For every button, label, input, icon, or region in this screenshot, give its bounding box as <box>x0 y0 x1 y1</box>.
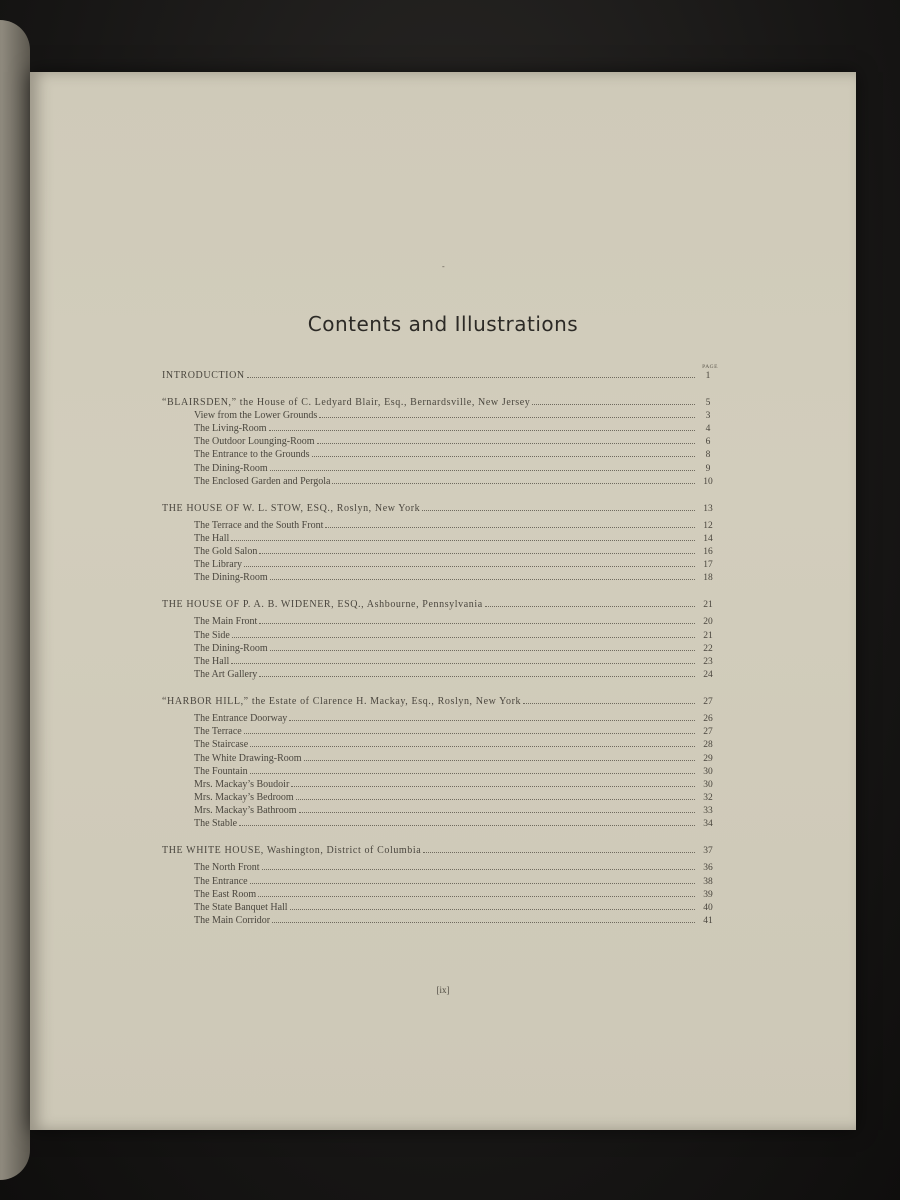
illustration-page-number: 21 <box>703 630 713 641</box>
dot-leader <box>247 377 695 378</box>
illustration-page-number: 26 <box>703 713 713 724</box>
toc-illustration-entry <box>162 778 717 791</box>
dot-leader <box>231 663 695 664</box>
illustration-title: View from the Lower Grounds <box>194 409 318 421</box>
toc-illustration-entry <box>162 642 717 655</box>
section-page-number: 37 <box>703 846 713 857</box>
toc-section-heading <box>162 695 717 708</box>
toc-section-heading <box>162 844 717 857</box>
dot-leader <box>239 825 695 826</box>
illustration-title: The Dining-Room <box>194 642 268 654</box>
illustration-title: The Hall <box>194 532 230 544</box>
section-page-number: 21 <box>703 600 713 611</box>
toc-illustration-entry <box>162 804 717 817</box>
illustration-title: The State Banquet Hall <box>194 901 288 913</box>
illustration-title: The Side <box>194 629 230 641</box>
page-column-label: PAGE <box>702 364 718 370</box>
toc-section <box>162 369 717 382</box>
toc-illustration-entry <box>162 629 717 642</box>
illustration-title: The Staircase <box>194 739 249 751</box>
dot-leader <box>532 404 695 405</box>
section-page-number: 27 <box>703 696 713 707</box>
dot-leader <box>270 470 695 471</box>
illustration-page-number: 17 <box>703 560 713 571</box>
book-back-cover-edge <box>0 20 30 1180</box>
illustration-title: The Main Corridor <box>194 915 271 927</box>
illustration-page-number: 30 <box>703 766 713 777</box>
toc-illustration-entry <box>162 817 717 830</box>
section-heading-text: THE WHITE HOUSE, Washington, District of Columbia <box>162 845 422 857</box>
dot-leader <box>422 510 695 511</box>
illustration-title: The Library <box>194 559 243 571</box>
illustration-page-number: 12 <box>703 520 713 531</box>
dot-leader <box>244 733 695 734</box>
dot-leader <box>304 760 695 761</box>
section-heading-text: THE HOUSE OF W. L. STOW, ESQ., Roslyn, New York <box>162 502 421 514</box>
dot-leader <box>325 527 695 528</box>
dot-leader <box>289 720 695 721</box>
section-gap <box>162 585 717 599</box>
dot-leader <box>296 799 695 800</box>
illustration-page-number: 14 <box>703 533 713 544</box>
toc-illustration-entry <box>162 409 717 422</box>
illustration-page-number: 39 <box>703 889 713 900</box>
illustration-page-number: 41 <box>703 916 713 927</box>
dot-leader <box>317 443 695 444</box>
toc-illustration-entry <box>162 475 717 488</box>
illustration-page-number: 8 <box>705 450 711 461</box>
section-gap <box>162 831 717 845</box>
toc-illustration-entry <box>162 448 717 461</box>
illustration-page-number: 34 <box>703 819 713 830</box>
illustration-title: The Dining-Room <box>194 462 268 474</box>
illustration-page-number: 33 <box>703 806 713 817</box>
illustration-page-number: 30 <box>703 779 713 790</box>
illustration-title: The Terrace and the South Front <box>194 519 324 531</box>
illustration-title: The Stable <box>194 818 238 830</box>
toc-section <box>162 502 717 585</box>
illustration-title: The White Drawing-Room <box>194 752 302 764</box>
toc-illustration-entry <box>162 752 717 765</box>
toc-illustration-entry <box>162 615 717 628</box>
illustration-title: Mrs. Mackay’s Boudoir <box>194 778 290 790</box>
dot-leader <box>272 922 695 923</box>
toc-illustration-entry <box>162 901 717 914</box>
toc-section <box>162 396 717 488</box>
ornament-mark: - <box>442 262 445 271</box>
toc-illustration-entry <box>162 532 717 545</box>
illustration-page-number: 36 <box>703 863 713 874</box>
dot-leader <box>270 579 695 580</box>
section-heading-text: “HARBOR HILL,” the Estate of Clarence H. Mackay, Esq., Roslyn, New York <box>162 695 522 707</box>
illustration-page-number: 6 <box>705 437 711 448</box>
illustration-page-number: 9 <box>705 463 711 474</box>
section-page-number: 13 <box>703 503 713 514</box>
section-page-number: 1 <box>705 371 711 381</box>
dot-leader <box>250 883 695 884</box>
illustration-page-number: 24 <box>703 670 713 681</box>
illustration-title: The Fountain <box>194 765 248 777</box>
dot-leader <box>259 623 695 624</box>
illustration-title: The Art Gallery <box>194 669 258 681</box>
section-page-number: 5 <box>705 397 711 408</box>
dot-leader <box>259 553 695 554</box>
illustration-page-number: 29 <box>703 753 713 764</box>
table-of-contents <box>162 369 717 927</box>
dot-leader <box>250 773 695 774</box>
illustration-title: Mrs. Mackay’s Bathroom <box>194 805 297 817</box>
illustration-page-number: 20 <box>703 617 713 628</box>
dot-leader <box>319 417 695 418</box>
section-gap <box>162 382 717 396</box>
illustration-title: The Entrance Doorway <box>194 712 288 724</box>
dot-leader <box>269 430 696 431</box>
section-gap <box>162 681 717 695</box>
page-title: Contents and Illustrations <box>307 312 579 336</box>
illustration-page-number: 32 <box>703 793 713 804</box>
dot-leader <box>259 676 695 677</box>
illustration-page-number: 27 <box>703 727 713 738</box>
dot-leader <box>523 703 695 704</box>
illustration-page-number: 3 <box>705 410 711 421</box>
toc-illustration-entry <box>162 545 717 558</box>
toc-illustration-entry <box>162 791 717 804</box>
toc-illustration-entry <box>162 558 717 571</box>
toc-illustration-entry <box>162 668 717 681</box>
illustration-title: Mrs. Mackay’s Bedroom <box>194 792 294 804</box>
illustration-title: The Outdoor Lounging-Room <box>194 436 315 448</box>
toc-section-heading <box>162 502 717 515</box>
toc-illustration-entry <box>162 738 717 751</box>
dot-leader <box>485 606 695 607</box>
toc-section <box>162 695 717 831</box>
toc-illustration-entry <box>162 712 717 725</box>
illustration-page-number: 22 <box>703 643 713 654</box>
dot-leader <box>258 896 695 897</box>
toc-section-heading <box>162 598 717 611</box>
illustration-title: The Entrance to the Grounds <box>194 449 310 461</box>
section-gap <box>162 488 717 502</box>
toc-illustration-entry <box>162 875 717 888</box>
illustration-title: The Living-Room <box>194 423 267 435</box>
illustration-title: The Terrace <box>194 726 242 738</box>
illustration-title: The Main Front <box>194 616 258 628</box>
illustration-title: The Dining-Room <box>194 572 268 584</box>
dot-leader <box>291 786 695 787</box>
illustration-page-number: 16 <box>703 547 713 558</box>
toc-illustration-entry <box>162 571 717 584</box>
toc-section <box>162 598 717 681</box>
toc-illustration-entry <box>162 888 717 901</box>
section-heading-text: THE HOUSE OF P. A. B. WIDENER, ESQ., Ashbourne, Pennsylvania <box>162 599 483 611</box>
illustration-title: The Gold Salon <box>194 546 258 558</box>
dot-leader <box>244 566 695 567</box>
dot-leader <box>423 852 695 853</box>
dot-leader <box>262 869 695 870</box>
dot-leader <box>332 483 695 484</box>
toc-section <box>162 844 717 927</box>
dot-leader <box>299 812 696 813</box>
illustration-page-number: 10 <box>703 476 713 487</box>
illustration-page-number: 18 <box>703 573 713 584</box>
illustration-page-number: 40 <box>703 902 713 913</box>
toc-illustration-entry <box>162 435 717 448</box>
toc-illustration-entry <box>162 519 717 532</box>
dot-leader <box>250 746 695 747</box>
dot-leader <box>270 650 695 651</box>
illustration-page-number: 4 <box>705 424 711 435</box>
toc-illustration-entry <box>162 462 717 475</box>
dot-leader <box>312 456 695 457</box>
toc-illustration-entry <box>162 914 717 927</box>
dot-leader <box>231 540 695 541</box>
dot-leader <box>232 637 695 638</box>
illustration-page-number: 28 <box>703 740 713 751</box>
illustration-title: The Enclosed Garden and Pergola <box>194 475 331 487</box>
illustration-title: The Hall <box>194 655 230 667</box>
illustration-title: The Entrance <box>194 875 248 887</box>
toc-illustration-entry <box>162 765 717 778</box>
section-heading-text: INTRODUCTION <box>162 370 245 381</box>
illustration-title: The North Front <box>194 862 260 874</box>
dot-leader <box>290 909 695 910</box>
toc-illustration-entry <box>162 422 717 435</box>
illustration-page-number: 38 <box>703 876 713 887</box>
toc-illustration-entry <box>162 861 717 874</box>
page-folio: [ix] <box>436 985 450 995</box>
toc-illustration-entry <box>162 655 717 668</box>
toc-illustration-entry <box>162 725 717 738</box>
illustration-page-number: 23 <box>703 656 713 667</box>
book-page <box>30 72 856 1130</box>
section-heading-text: “BLAIRSDEN,” the House of C. Ledyard Blair, Esq., Bernardsville, New Jersey <box>162 396 531 408</box>
illustration-title: The East Room <box>194 888 257 900</box>
toc-section-heading <box>162 369 717 382</box>
toc-section-heading <box>162 396 717 409</box>
